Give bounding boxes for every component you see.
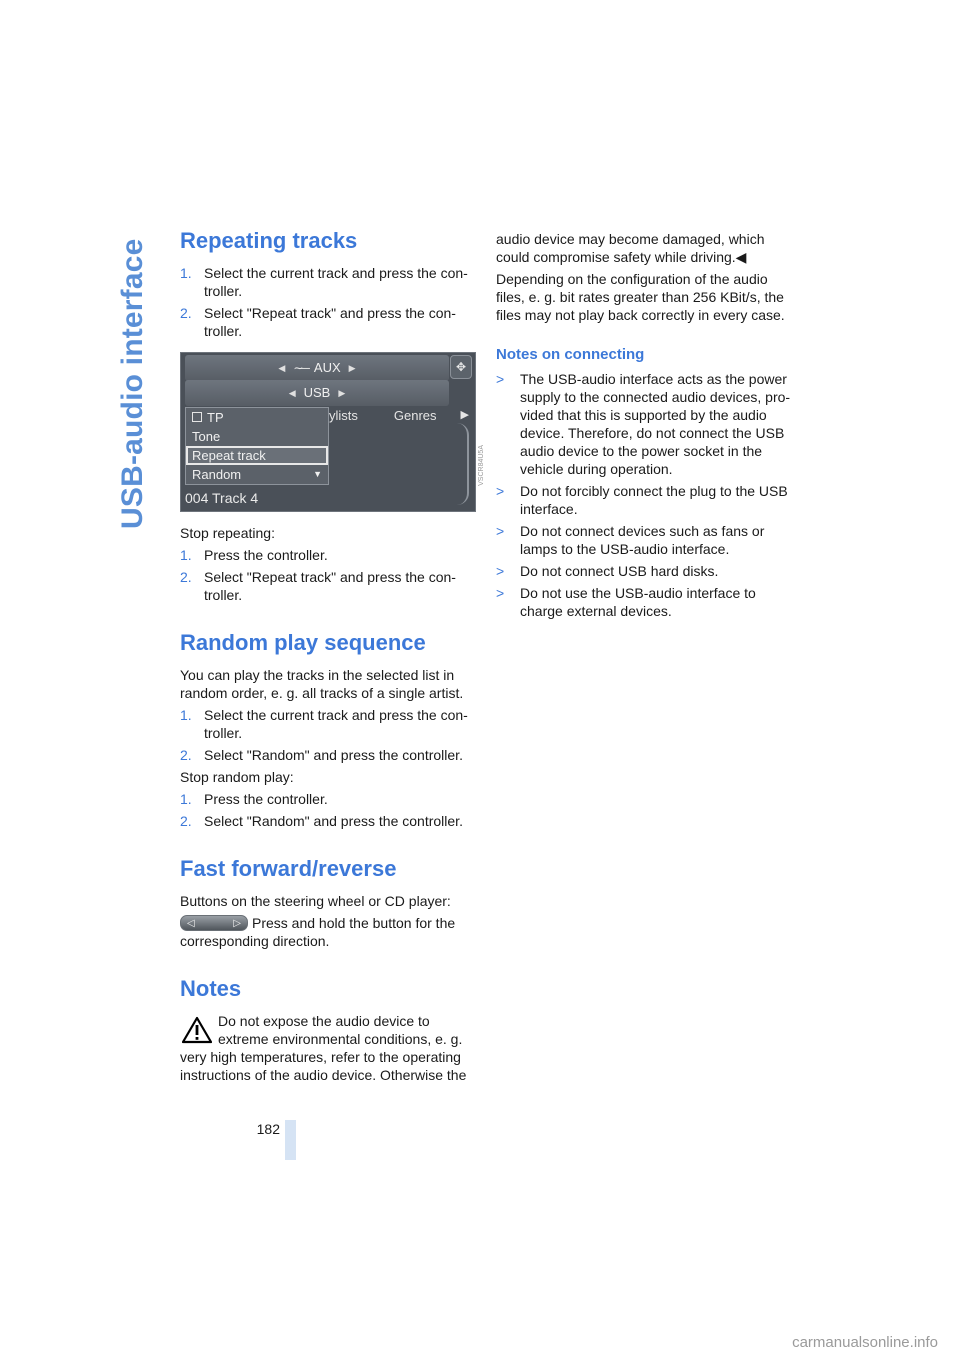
page-tab-bar — [285, 1120, 296, 1160]
arrow-left-icon: ◀ — [288, 388, 296, 398]
seek-buttons-icon: ◁ ▷ — [180, 915, 248, 931]
tab-genres: Genres — [393, 408, 437, 423]
arrow-right-icon: ▶ — [338, 388, 346, 398]
random-intro: You can play the tracks in the selected list in random order, e. g. all tracks of a single artist. — [180, 667, 464, 701]
heading-notes: Notes — [180, 976, 242, 1001]
config-note: Depending on the configuration of the audio files, e. g. bit rates greater than 256 KBit/s, the files may not play back correctly in every case. — [496, 271, 785, 323]
controller-icon: ✥ — [450, 355, 472, 379]
list-item: 2. Select "Random" and press the controller. — [180, 747, 463, 763]
figure-ref-code: VSCR84U5A — [478, 445, 485, 486]
tab-playlists: ylists — [329, 408, 358, 423]
list-item: 1. Select the current track and press the con- troller. — [180, 265, 468, 299]
list-item: 2. Select "Repeat track" and press the con- troller. — [180, 305, 456, 339]
list-item: 1. Select the current track and press the con- troller. — [180, 707, 468, 741]
list-item: 1. Press the controller. — [180, 547, 328, 563]
random-steps — [180, 706, 476, 764]
options-menu — [185, 407, 329, 485]
stop-repeating-label: Stop repeating: — [180, 525, 275, 541]
menu-item-repeat-track: Repeat track — [186, 446, 328, 465]
screen-tabs — [329, 405, 473, 427]
heading-repeating-tracks: Repeating tracks — [180, 228, 358, 253]
end-mark-icon: ◀ — [735, 249, 747, 265]
stop-random-label: Stop random play: — [180, 769, 294, 785]
watermark: carmanualsonline.info — [792, 1334, 938, 1351]
list-item: > Do not use the USB-audio interface to charge external devices. — [496, 585, 756, 619]
source-bar-usb: ◀ USB ▶ — [185, 380, 449, 406]
left-column — [180, 228, 485, 1088]
idrive-screen-illustration — [180, 352, 485, 512]
menu-item-random: Random ▼ — [192, 467, 322, 482]
page-number: 182 — [256, 1121, 280, 1137]
arrow-right-icon: ▶ — [460, 409, 469, 421]
heading-random-play: Random play sequence — [180, 630, 426, 655]
list-item: > The USB-audio interface acts as the power supply to the connected audio devices, pro-vided that this is supported by the audio device. Therefore, do not connect the USB audio device to the power socket in the vehicle during operation. — [496, 371, 791, 477]
screen-arc-decoration — [457, 423, 469, 505]
stop-random-steps — [180, 790, 476, 830]
list-item: 2. Select "Repeat track" and press the con- troller. — [180, 569, 456, 603]
checkbox-icon — [192, 412, 202, 422]
list-item: > Do not connect devices such as fans or lamps to the USB-audio interface. — [496, 523, 765, 557]
fast-intro: Buttons on the steering wheel or CD player: — [180, 893, 451, 909]
connecting-bullets — [496, 370, 792, 620]
menu-item-tp: TP — [186, 408, 328, 427]
aux-wave-icon: ∼─ — [293, 361, 308, 375]
heading-fast-forward: Fast forward/reverse — [180, 856, 397, 881]
chevron-down-icon: ▼ — [313, 469, 322, 479]
side-section-title: USB-audio interface — [116, 238, 149, 529]
heading-notes-on-connecting: Notes on connecting — [496, 346, 645, 363]
arrow-right-icon: ▶ — [348, 363, 356, 373]
warning-text: Do not expose the audio device to extreme environmental conditions, e. g. very high temperatures, refer to the operating instructions of the audio device. Otherwise the — [180, 1013, 467, 1083]
warning-block — [180, 1012, 476, 1084]
warning-triangle-icon — [182, 1016, 212, 1044]
repeat-steps — [180, 264, 476, 340]
right-column — [496, 230, 792, 624]
source-bar-aux: ◀ ∼─ AUX ▶ — [185, 355, 449, 381]
list-item: 2. Select "Random" and press the controller. — [180, 813, 463, 829]
list-item: > Do not forcibly connect the plug to the USB interface. — [496, 483, 788, 517]
list-item: 1. Press the controller. — [180, 791, 328, 807]
menu-item-tone: Tone — [192, 429, 221, 444]
stop-repeat-steps — [180, 546, 476, 604]
fast-instruction-para: ◁ ▷ Press and hold the button for the corresponding direction. — [180, 915, 456, 949]
continued-warning: audio device may become damaged, which could compromise safety while driving.◀ — [496, 231, 765, 265]
arrow-left-icon: ◀ — [278, 363, 286, 373]
current-track-line: 004 Track 4 — [185, 490, 259, 506]
list-item: > Do not connect USB hard disks. — [496, 563, 719, 579]
